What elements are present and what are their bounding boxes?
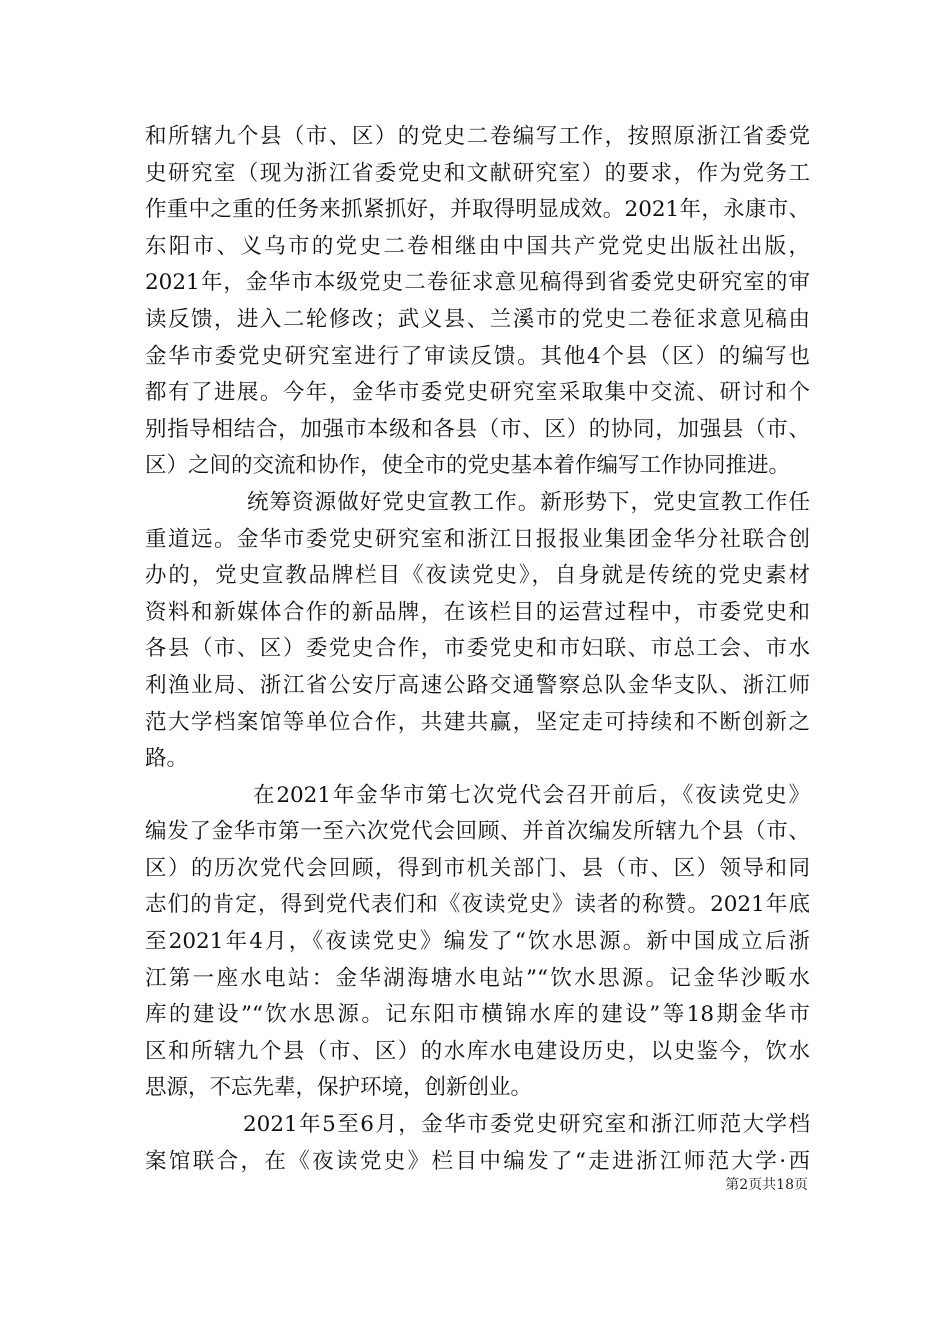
text-line: 东阳市、义乌市的党史二卷相继由中国共产党党史出版社出版，	[145, 233, 810, 259]
text-line: 作重中之重的任务来抓紧抓好，并取得明显成效。2021年，永康市、	[145, 197, 811, 223]
text-line: 江第一座水电站：金华湖海塘水电站”“饮水思源。记金华沙畈水	[145, 965, 810, 991]
text-line: 都有了进展。今年，金华市委党史研究室采取集中交流、研讨和个	[145, 380, 810, 406]
text-line: 区）的历次党代会回顾，得到市机关部门、县（市、区）领导和同	[145, 855, 810, 881]
text-line: 别指导相结合，加强市本级和各县（市、区）的协同，加强县（市、	[145, 416, 810, 442]
text-line: 在2021年金华市第七次党代会召开前后，《夜读党史》	[253, 782, 810, 808]
text-line: 志们的肯定，得到党代表们和《夜读党史》读者的称赞。2021年底	[145, 892, 810, 918]
text-line: 和所辖九个县（市、区）的党史二卷编写工作，按照原浙江省委党	[145, 124, 810, 149]
text-line: 库的建设”“饮水思源。记东阳市横锦水库的建设”等18期金华市	[145, 1002, 810, 1028]
text-line: 金华市委党史研究室进行了审读反馈。其他4个县（区）的编写也	[145, 343, 810, 369]
text-line: 各县（市、区）委党史合作，市委党史和市妇联、市总工会、市水	[145, 636, 810, 662]
paragraph-party-history-volume	[145, 119, 810, 485]
text-line: 思源，不忘先辈，保护环境，创新创业。	[145, 1075, 533, 1101]
text-line: 区）之间的交流和协作，使全市的党史基本着作编写工作协同推进。	[145, 453, 791, 479]
text-line: 编发了金华市第一至六次党代会回顾、并首次编发所辖九个县（市、	[145, 819, 810, 845]
text-line: 利渔业局、浙江省公安厅高速公路交通警察总队金华支队、浙江师	[145, 672, 810, 698]
page-number: 第2页共18页	[725, 1177, 808, 1193]
text-line: 资料和新媒体合作的新品牌，在该栏目的运营过程中，市委党史和	[145, 599, 810, 625]
text-line: 读反馈，进入二轮修改；武义县、兰溪市的党史二卷征求意见稿由	[145, 306, 810, 332]
text-line: 区和所辖九个县（市、区）的水库水电建设历史，以史鉴今，饮水	[145, 1038, 810, 1064]
paragraph-party-congress-review	[145, 778, 810, 1107]
text-line: 至2021年4月，《夜读党史》编发了“饮水思源。新中国成立后浙	[145, 929, 810, 955]
text-line: 2021年5至6月，金华市委党史研究室和浙江师范大学档	[243, 1112, 810, 1138]
paragraph-propaganda-education	[145, 485, 810, 778]
text-line: 案馆联合，在《夜读党史》栏目中编发了“走进浙江师范大学·西	[145, 1148, 810, 1174]
text-line: 范大学档案馆等单位合作，共建共赢，坚定走可持续和不断创新之	[145, 709, 810, 735]
body-text	[145, 119, 810, 1180]
text-line: 2021年，金华市本级党史二卷征求意见稿得到省委党史研究室的审	[145, 270, 810, 296]
text-line: 办的，党史宣教品牌栏目《夜读党史》，自身就是传统的党史素材	[145, 563, 810, 589]
text-line: 重道远。金华市委党史研究室和浙江日报报业集团金华分社联合创	[145, 526, 810, 552]
text-line: 路。	[145, 746, 189, 772]
text-line: 史研究室（现为浙江省委党史和文献研究室）的要求，作为党务工	[145, 160, 810, 186]
text-line: 统筹资源做好党史宣教工作。新形势下，党史宣教工作任	[247, 489, 810, 515]
paragraph-archive-cooperation	[145, 1107, 810, 1180]
